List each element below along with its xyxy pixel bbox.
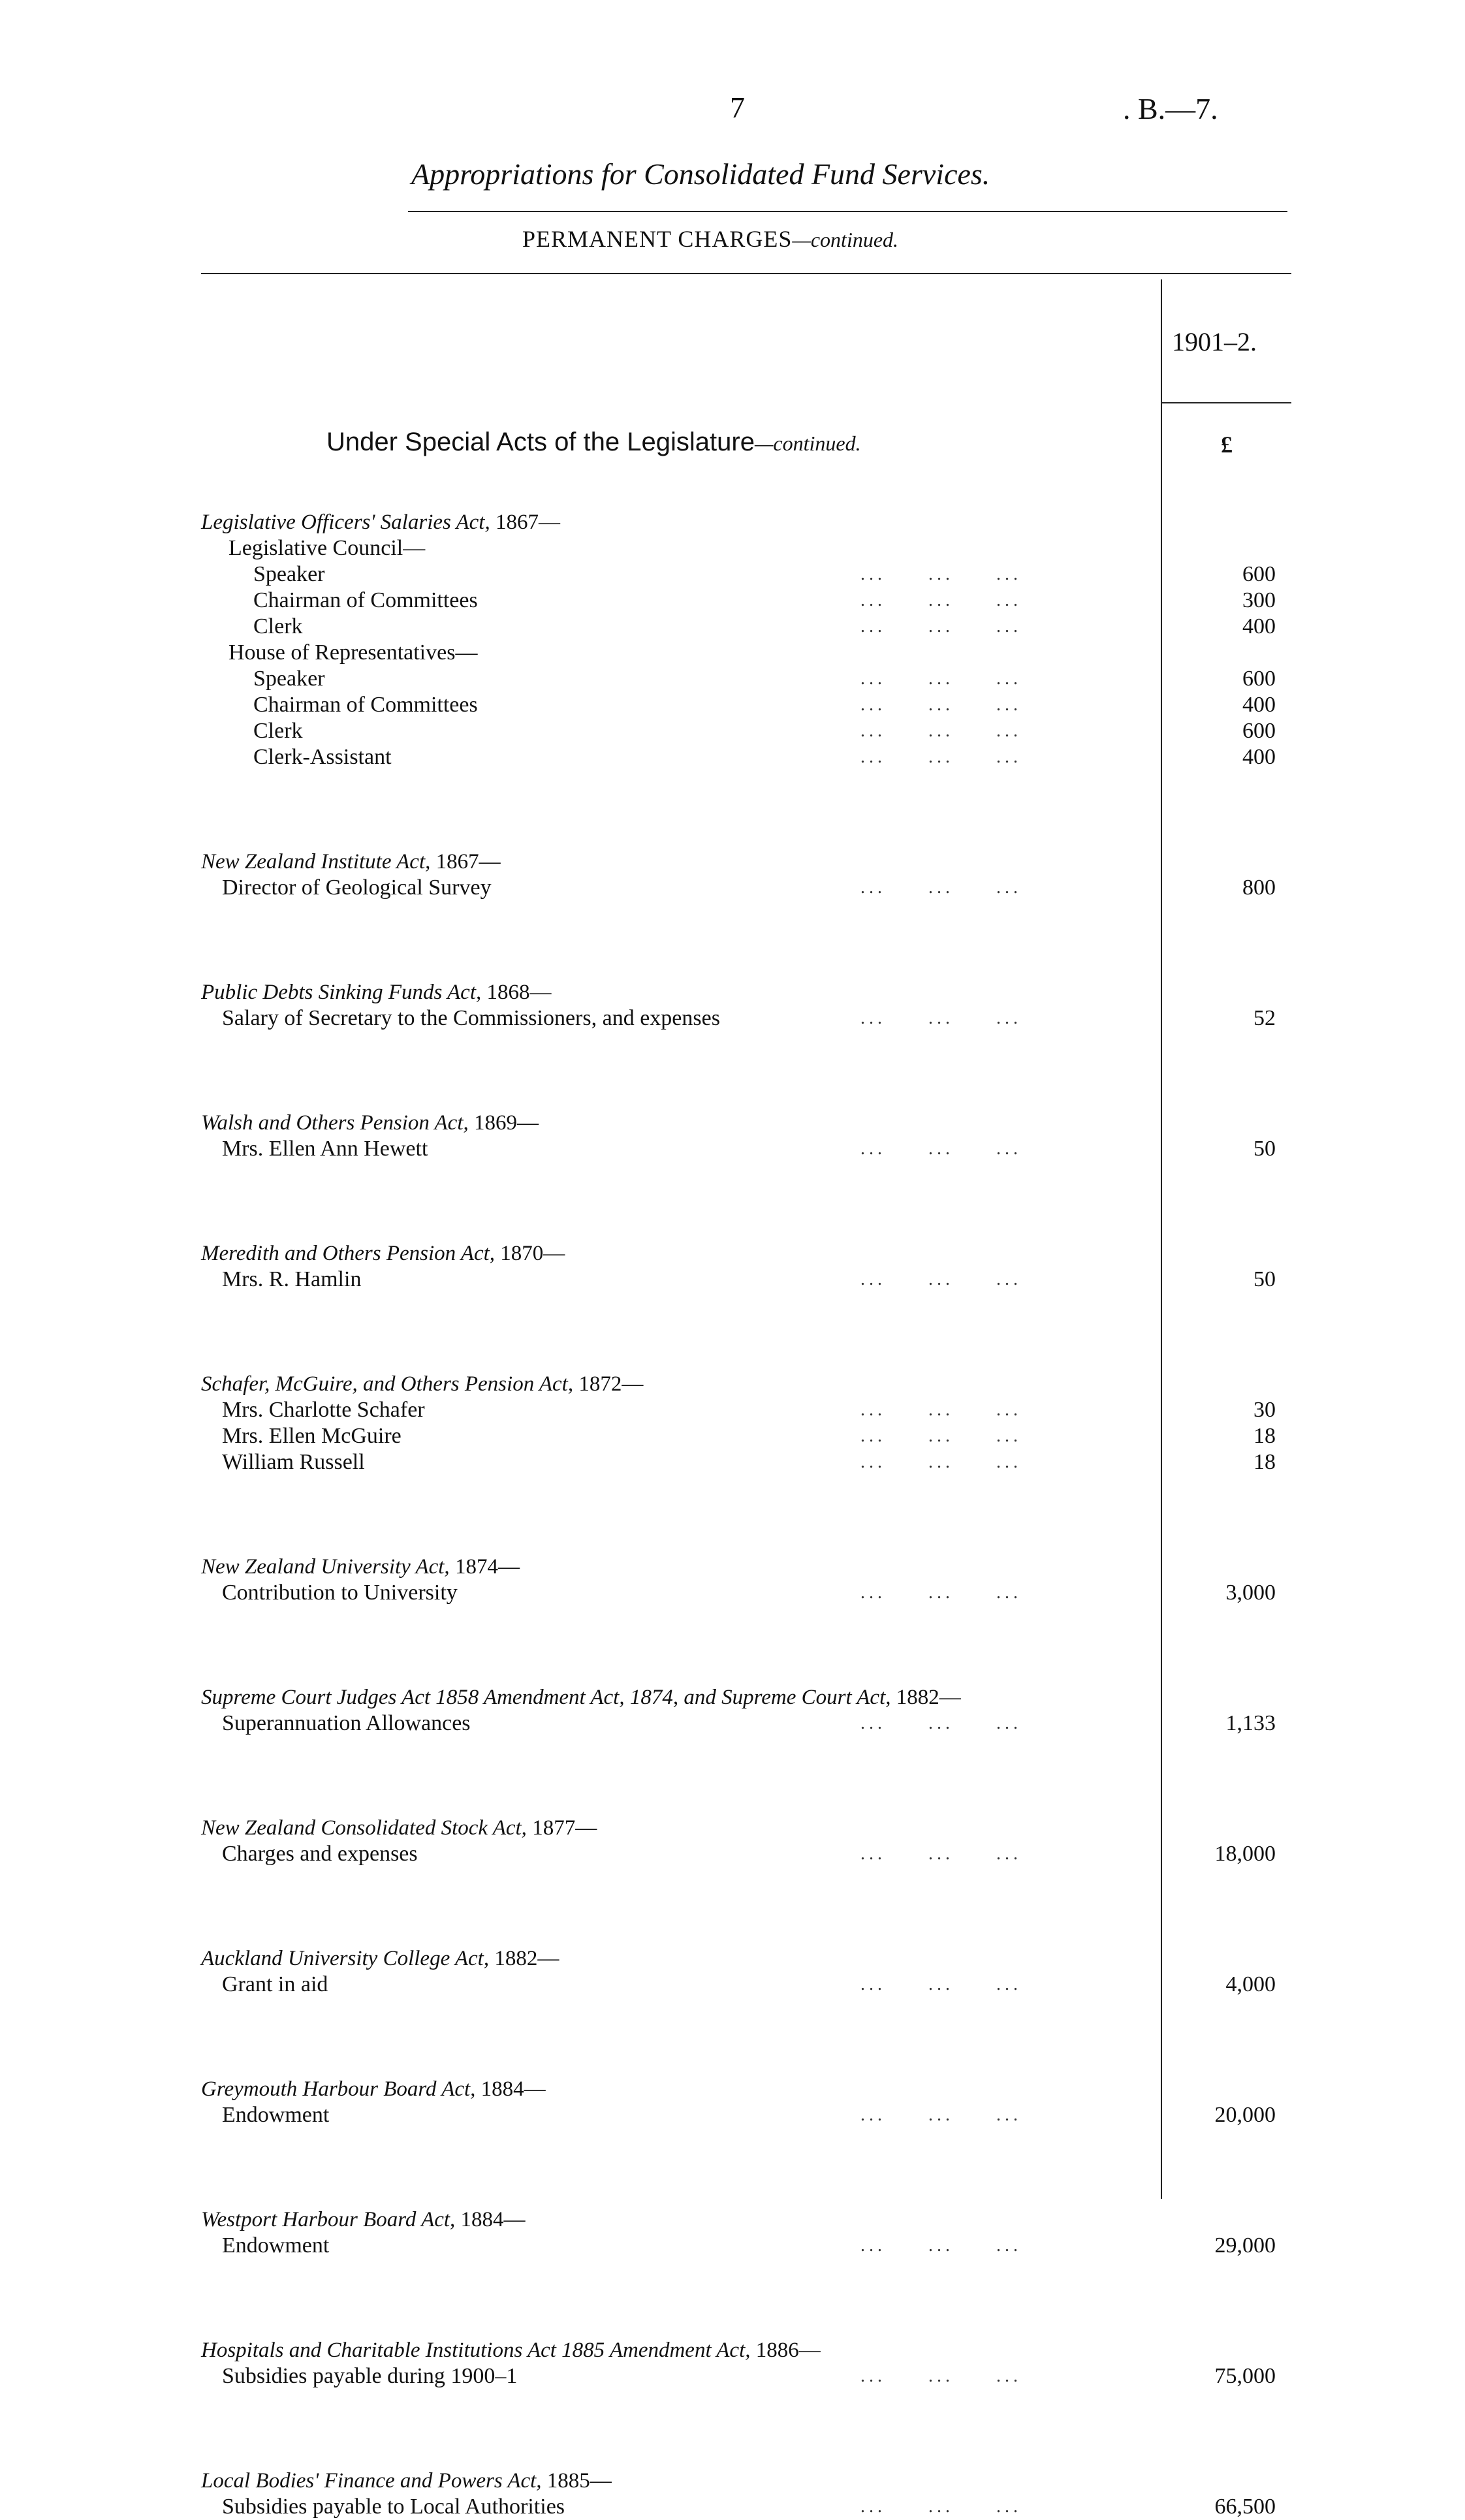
line-item <box>0 2102 1465 2128</box>
leader-dots: ... ... ... <box>860 2366 1022 2386</box>
leader-dots: ... ... ... <box>860 877 1022 898</box>
act-name: New Zealand University Act, <box>201 1555 450 1579</box>
line-item-amount: 4,000 <box>1225 1972 1276 1996</box>
leader-dots: ... ... ... <box>860 1974 1022 1994</box>
act-year: 1872— <box>578 1372 644 1396</box>
line-item-label: Subsidies payable to Local Authorities <box>222 2495 565 2519</box>
line-item-label: Mrs. Charlotte Schafer <box>222 1398 425 1422</box>
act-name: Schafer, McGuire, and Others Pension Act, <box>201 1372 574 1396</box>
sub-heading-row <box>0 640 1465 666</box>
act-name: Walsh and Others Pension Act, <box>201 1111 469 1135</box>
act-group <box>0 1371 1465 1475</box>
line-item-amount: 66,500 <box>1214 2495 1276 2519</box>
line-item <box>0 1841 1465 1867</box>
leader-dots: ... ... ... <box>860 1583 1022 1603</box>
line-item <box>0 875 1465 901</box>
line-item-amount: 3,000 <box>1225 1581 1276 1605</box>
line-item-label: Superannuation Allowances <box>222 1711 471 1735</box>
act-title <box>0 849 1141 875</box>
line-item-label: Salary of Secretary to the Commissioners, and expenses <box>222 1006 720 1030</box>
act-year: 1877— <box>532 1816 597 1840</box>
act-year: 1884— <box>460 2208 526 2231</box>
line-item-amount: 1,133 <box>1225 1711 1276 1735</box>
act-name: Westport Harbour Board Act, <box>201 2208 456 2231</box>
group-spacer <box>0 1162 1465 1240</box>
group-spacer <box>0 2128 1465 2207</box>
act-group <box>0 1110 1465 1162</box>
line-item-amount: 18,000 <box>1214 1842 1276 1866</box>
act-year: 1867— <box>435 850 501 874</box>
act-year: 1882— <box>494 1947 559 1970</box>
leader-dots: ... ... ... <box>860 1139 1022 1159</box>
act-group <box>0 509 1465 770</box>
group-spacer <box>0 901 1465 979</box>
line-item <box>0 1580 1465 1606</box>
leader-dots: ... ... ... <box>860 1844 1022 1864</box>
line-item-amount: 50 <box>1253 1137 1276 1161</box>
line-item-label: Subsidies payable during 1900–1 <box>222 2364 518 2388</box>
line-item <box>0 1397 1465 1423</box>
act-name: Hospitals and Charitable Institutions Act 1885 Amendment Act, <box>201 2339 751 2362</box>
act-year: 1885— <box>546 2469 612 2493</box>
line-item-label: Contribution to University <box>222 1581 458 1605</box>
line-item <box>0 1423 1465 1449</box>
line-item-label: Grant in aid <box>222 1972 328 1996</box>
line-item <box>0 588 1465 614</box>
line-item <box>0 1972 1465 1998</box>
line-item <box>0 1267 1465 1293</box>
line-item-label: Mrs. Ellen Ann Hewett <box>222 1137 428 1161</box>
act-group <box>0 2337 1465 2389</box>
act-group <box>0 2076 1465 2128</box>
line-item <box>0 1005 1465 1032</box>
line-item-amount: 75,000 <box>1214 2364 1276 2388</box>
group-spacer <box>0 2389 1465 2468</box>
act-year: 1868— <box>486 981 552 1004</box>
page-title: Appropriations for Consolidated Fund Services. <box>411 157 990 191</box>
act-title <box>0 1815 1141 1841</box>
act-title <box>0 2207 1141 2233</box>
line-item-amount: 29,000 <box>1214 2233 1276 2258</box>
leader-dots: ... ... ... <box>860 616 1022 637</box>
leader-dots: ... ... ... <box>860 564 1022 584</box>
act-title <box>0 979 1141 1005</box>
header-rule <box>201 273 1291 274</box>
group-spacer <box>0 1293 1465 1371</box>
act-title <box>0 1110 1141 1136</box>
act-year: 1884— <box>480 2077 546 2101</box>
act-name: Auckland University College Act, <box>201 1947 490 1970</box>
act-group <box>0 1815 1465 1867</box>
line-item-label: Clerk <box>253 614 303 638</box>
line-item <box>0 744 1465 770</box>
line-item <box>0 1449 1465 1475</box>
act-group <box>0 1554 1465 1606</box>
act-year: 1867— <box>495 511 560 534</box>
act-name: Local Bodies' Finance and Powers Act, <box>201 2469 542 2493</box>
act-name: Legislative Officers' Salaries Act, <box>201 511 490 534</box>
act-title <box>0 1945 1141 1972</box>
act-title <box>0 1554 1141 1580</box>
act-name: Meredith and Others Pension Act, <box>201 1242 496 1265</box>
act-title <box>0 2337 1141 2363</box>
group-spacer <box>0 1475 1465 1554</box>
line-item-label: Chairman of Committees <box>253 588 478 612</box>
leader-dots: ... ... ... <box>860 2105 1022 2125</box>
act-group <box>0 2207 1465 2259</box>
line-item-label: William Russell <box>222 1450 365 1474</box>
line-item-amount: 20,000 <box>1214 2103 1276 2127</box>
line-item-label: House of Representatives— <box>228 640 478 665</box>
appropriation-list <box>0 509 1465 2520</box>
section-heading <box>326 428 861 457</box>
section-heading-continued: —continued. <box>754 432 861 455</box>
act-group <box>0 979 1465 1032</box>
subtitle-continued: —continued. <box>792 228 899 251</box>
line-item <box>0 561 1465 588</box>
line-item-amount: 400 <box>1242 614 1276 638</box>
line-item-amount: 300 <box>1242 588 1276 612</box>
act-year: 1874— <box>454 1555 520 1579</box>
line-item <box>0 2233 1465 2259</box>
title-rule <box>408 211 1287 212</box>
line-item-label: Chairman of Committees <box>253 693 478 717</box>
leader-dots: ... ... ... <box>860 747 1022 767</box>
act-name: Greymouth Harbour Board Act, <box>201 2077 476 2101</box>
leader-dots: ... ... ... <box>860 2496 1022 2517</box>
leader-dots: ... ... ... <box>860 669 1022 689</box>
line-item <box>0 692 1465 718</box>
leader-dots: ... ... ... <box>860 695 1022 715</box>
leader-dots: ... ... ... <box>860 1713 1022 1733</box>
act-name: New Zealand Consolidated Stock Act, <box>201 1816 527 1840</box>
line-item-amount: 52 <box>1253 1006 1276 1030</box>
leader-dots: ... ... ... <box>860 721 1022 741</box>
act-title <box>0 1684 1141 1710</box>
leader-dots: ... ... ... <box>860 2235 1022 2256</box>
line-item <box>0 666 1465 692</box>
leader-dots: ... ... ... <box>860 1269 1022 1289</box>
line-item <box>0 2494 1465 2520</box>
line-item-label: Endowment <box>222 2103 330 2127</box>
year-header: 1901–2. <box>1172 327 1257 356</box>
act-name: Supreme Court Judges Act 1858 Amendment Act, 1874, and Supreme Court Act, <box>201 1686 891 1709</box>
act-title <box>0 2076 1141 2102</box>
document-reference: . B.—7. <box>1123 92 1218 125</box>
section-heading-text: Under Special Acts of the Legislature <box>326 428 755 456</box>
group-spacer <box>0 1737 1465 1815</box>
line-item-amount: 30 <box>1253 1398 1276 1422</box>
line-item-amount: 400 <box>1242 745 1276 769</box>
act-year: 1882— <box>896 1686 961 1709</box>
act-name: New Zealand Institute Act, <box>201 850 431 874</box>
sub-heading-row <box>0 535 1465 561</box>
leader-dots: ... ... ... <box>860 590 1022 610</box>
leader-dots: ... ... ... <box>860 1426 1022 1446</box>
line-item-amount: 600 <box>1242 667 1276 691</box>
line-item-label: Clerk <box>253 719 303 743</box>
line-item-amount: 600 <box>1242 719 1276 743</box>
line-item-label: Mrs. Ellen McGuire <box>222 1424 402 1448</box>
act-group <box>0 1945 1465 1998</box>
currency-symbol: £ <box>1221 432 1233 458</box>
act-title <box>0 2468 1141 2494</box>
line-item-label: Mrs. R. Hamlin <box>222 1267 362 1291</box>
page-number: 7 <box>730 91 745 124</box>
line-item-amount: 800 <box>1242 875 1276 900</box>
line-item-label: Speaker <box>253 667 325 691</box>
act-title <box>0 509 1141 535</box>
act-year: 1869— <box>474 1111 539 1135</box>
subtitle <box>522 225 898 253</box>
group-spacer <box>0 1606 1465 1684</box>
group-spacer <box>0 770 1465 849</box>
line-item-amount: 600 <box>1242 562 1276 586</box>
act-group <box>0 2468 1465 2520</box>
line-item-label: Speaker <box>253 562 325 586</box>
group-spacer <box>0 1032 1465 1110</box>
line-item-amount: 50 <box>1253 1267 1276 1291</box>
line-item-amount: 18 <box>1253 1450 1276 1474</box>
line-item <box>0 1710 1465 1737</box>
line-item <box>0 1136 1465 1162</box>
group-spacer <box>0 2259 1465 2337</box>
subtitle-text: PERMANENT CHARGES <box>522 226 793 252</box>
act-title <box>0 1240 1141 1267</box>
line-item-amount: 18 <box>1253 1424 1276 1448</box>
year-rule <box>1162 402 1291 403</box>
leader-dots: ... ... ... <box>860 1400 1022 1420</box>
line-item-label: Clerk-Assistant <box>253 745 392 769</box>
group-spacer <box>0 1867 1465 1945</box>
line-item-label: Legislative Council— <box>228 536 426 560</box>
act-title <box>0 1371 1141 1397</box>
line-item <box>0 2363 1465 2389</box>
act-group <box>0 849 1465 901</box>
line-item-label: Charges and expenses <box>222 1842 418 1866</box>
act-group <box>0 1684 1465 1737</box>
act-year: 1886— <box>755 2339 821 2362</box>
act-group <box>0 1240 1465 1293</box>
line-item <box>0 614 1465 640</box>
leader-dots: ... ... ... <box>860 1008 1022 1028</box>
group-spacer <box>0 1998 1465 2076</box>
line-item-label: Director of Geological Survey <box>222 875 492 900</box>
leader-dots: ... ... ... <box>860 1452 1022 1472</box>
act-year: 1870— <box>500 1242 565 1265</box>
line-item-amount: 400 <box>1242 693 1276 717</box>
act-name: Public Debts Sinking Funds Act, <box>201 981 482 1004</box>
line-item <box>0 718 1465 744</box>
line-item-label: Endowment <box>222 2233 330 2258</box>
